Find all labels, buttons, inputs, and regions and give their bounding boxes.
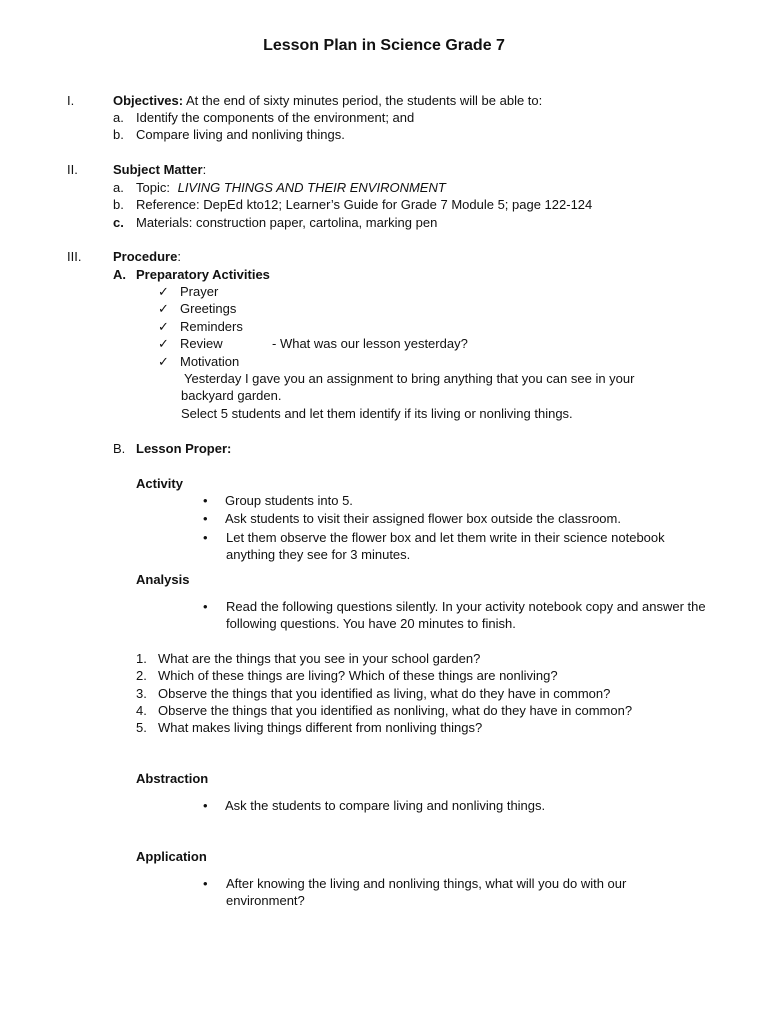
bullet-icon: • [203,511,208,526]
section-numeral-procedure: III. [67,249,82,264]
application-heading: Application [136,849,207,864]
bullet-text: After knowing the living and nonliving things, what will you do with our environment? [226,876,627,908]
question-marker: 1. [136,651,147,666]
checklist-label: Reminders [180,319,243,334]
checklist-label: Prayer [180,284,219,299]
question-text: What are the things that you see in your school garden? [158,651,481,666]
question-marker: 4. [136,703,147,718]
check-icon: ✓ [158,336,169,351]
check-icon: ✓ [158,301,169,316]
topic-label: Topic: [136,180,170,195]
check-icon: ✓ [158,354,169,369]
objective-item: Compare living and nonliving things. [136,127,345,142]
question-text: Observe the things that you identified as nonliving, what do they have in common? [158,703,633,718]
subject-item-materials: Materials: construction paper, cartolina, marking pen [136,215,438,230]
checklist-item [158,283,218,300]
checklist-label: Greetings [180,301,237,316]
checklist-item [158,300,236,317]
check-icon: ✓ [158,319,169,334]
motivation-text: Select 5 students and let them identify if its living or nonliving things. [181,406,573,421]
subject-marker: c. [113,215,124,230]
objectives-line [113,92,542,109]
subject-matter-heading: Subject Matter [113,162,203,177]
objective-item: Identify the components of the environment; and [136,110,415,125]
lesson-proper-heading: Lesson Proper: [136,441,232,456]
objectives-heading: Objectives: [113,93,184,108]
question-marker: 3. [136,686,147,701]
procedure-line [113,248,181,265]
preparatory-marker: A. [113,267,126,282]
abstraction-heading: Abstraction [136,771,209,786]
bullet-text: Group students into 5. [225,493,353,508]
subject-marker: b. [113,197,124,212]
question-text: Which of these things are living? Which of these things are nonliving? [158,668,558,683]
bullet-icon: • [203,493,208,508]
bullet-icon: • [203,530,208,545]
objectives-intro: At the end of sixty minutes period, the students will be able to: [186,93,543,108]
bullet-icon: • [203,798,208,813]
objective-marker: a. [113,110,124,125]
preparatory-heading: Preparatory Activities [136,267,270,282]
bullet-text: Ask students to visit their assigned flower box outside the classroom. [225,511,621,526]
question-text: Observe the things that you identified as living, what do they have in common? [158,686,611,701]
bullet-text: Ask the students to compare living and nonliving things. [225,798,546,813]
section-numeral-objectives: I. [67,93,75,108]
topic-value: LIVING THINGS AND THEIR ENVIRONMENT [177,180,446,195]
section-numeral-subject-matter: II. [67,162,78,177]
question-text: What makes living things different from nonliving things? [158,720,483,735]
review-question: - What was our lesson yesterday? [272,336,468,351]
bullet-text: Read the following questions silently. In your activity notebook copy and answer the following questions. You have 20 minutes to finish. [226,599,706,631]
checklist-item [158,318,243,335]
subject-matter-line [113,161,206,178]
check-icon: ✓ [158,284,169,299]
analysis-heading: Analysis [136,572,190,587]
subject-marker: a. [113,180,124,195]
bullet-text: Let them observe the flower box and let them write in their science notebook anything they see for 3 minutes. [226,530,665,562]
checklist-item [158,353,239,370]
objective-marker: b. [113,127,124,142]
activity-heading: Activity [136,476,183,491]
checklist-label: Review [180,336,223,351]
checklist-item [158,335,223,352]
procedure-heading: Procedure [113,249,178,264]
bullet-item [203,797,545,814]
bullet-item [203,510,621,527]
bullet-icon: • [203,876,208,891]
question-marker: 2. [136,668,147,683]
lesson-proper-marker: B. [113,441,126,456]
checklist-label: Motivation [180,354,240,369]
motivation-text: Yesterday I gave you an assignment to bring anything that you can see in your [184,371,635,386]
bullet-icon: • [203,599,208,614]
subject-matter-colon: : [202,162,207,177]
question-marker: 5. [136,720,147,735]
bullet-item [203,492,353,509]
subject-item-reference: Reference: DepEd kto12; Learner’s Guide for Grade 7 Module 5; page 122-124 [136,197,593,212]
procedure-colon: : [177,249,181,264]
subject-item-topic [136,179,446,196]
motivation-text: backyard garden. [181,388,282,403]
page-title: Lesson Plan in Science Grade 7 [263,37,505,54]
